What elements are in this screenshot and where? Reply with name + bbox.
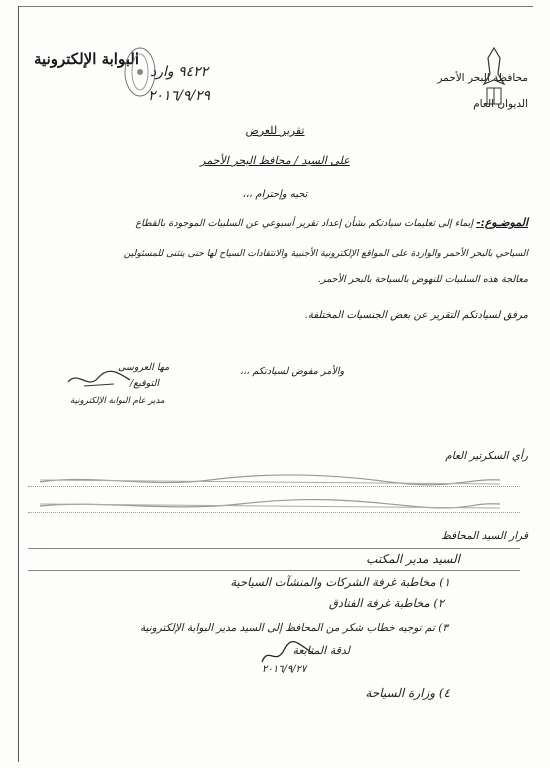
governorate-name: محافظة البحر الأحمر: [437, 72, 528, 84]
incoming-ref-number: ٩٤٢٢ وارد: [150, 64, 209, 80]
closing-line: والأمر مفوض لسيادتكم ،،،: [240, 366, 345, 377]
page-border-top: [18, 6, 533, 7]
subject-line-1: [135, 216, 528, 229]
incoming-ref-date: ٢٠١٦/٩/٢٩: [148, 88, 211, 104]
decision-item-2: ٢) مخاطبة غرفة الفنادق: [328, 596, 444, 610]
portal-logo: البوابة الإلكترونية: [34, 50, 139, 68]
decision-addressee: السيد مدير المكتب: [366, 552, 460, 566]
subject-text-1: إيماء إلى تعليمات سيادتكم بشأن إعداد تقرير أسبوعي عن السلبيات الموجودة بالقطاع: [135, 218, 474, 229]
addressee-line: على السيد / محافظ البحر الأحمر: [200, 154, 350, 167]
greeting: تحيه وإحترام ،،،: [242, 189, 308, 200]
document-title: تقرير للعرض: [245, 124, 305, 137]
crossed-out-handwriting: [30, 470, 510, 522]
subject-line-2: السياحي بالبحر الأحمر والواردة على المواقع الإلكترونية الأجنبية والانتقادات السياح لها حتى يتثنى للمسئولين: [123, 248, 528, 259]
governor-decision-label: قرار السيد المحافظ: [441, 530, 528, 542]
signature-label: التوقيع/: [130, 378, 159, 389]
signature-scribble: [64, 368, 134, 392]
decision-item-1: ١) مخاطبة غرفة الشركات والمنشآت السياحية: [230, 575, 450, 589]
office-name: الديوان العام: [473, 98, 528, 110]
decision-rule-1: [28, 548, 520, 549]
secretary-opinion-label: رأي السكرتير العام: [445, 450, 528, 462]
attachment-line: مرفق لسيادتكم التقرير عن بعض الجنسيات المختلفة.: [304, 310, 528, 321]
decision-item-3-cont: لدقة المتابعة: [292, 644, 350, 657]
decision-item-3: ٣) تم توجيه خطاب شكر من المحافظ إلى السيد مدير البوابة الإلكترونية: [139, 622, 448, 634]
decision-item-4: ٤) وزارة السياحة: [365, 686, 450, 700]
decision-rule-2: [28, 570, 520, 571]
signer-name: مها العروسى: [118, 362, 170, 373]
subject-line-3: معالجة هذه السلبيات للنهوض بالسياحة بالبحر الأحمر.: [317, 274, 528, 285]
subject-label: الموضـوع:-: [476, 216, 528, 229]
page-border-left: [18, 6, 19, 762]
decision-date: ٢٠١٦/٩/٢٧: [262, 664, 307, 675]
signer-title: مدير عام البوابة الإلكترونية: [70, 396, 165, 406]
